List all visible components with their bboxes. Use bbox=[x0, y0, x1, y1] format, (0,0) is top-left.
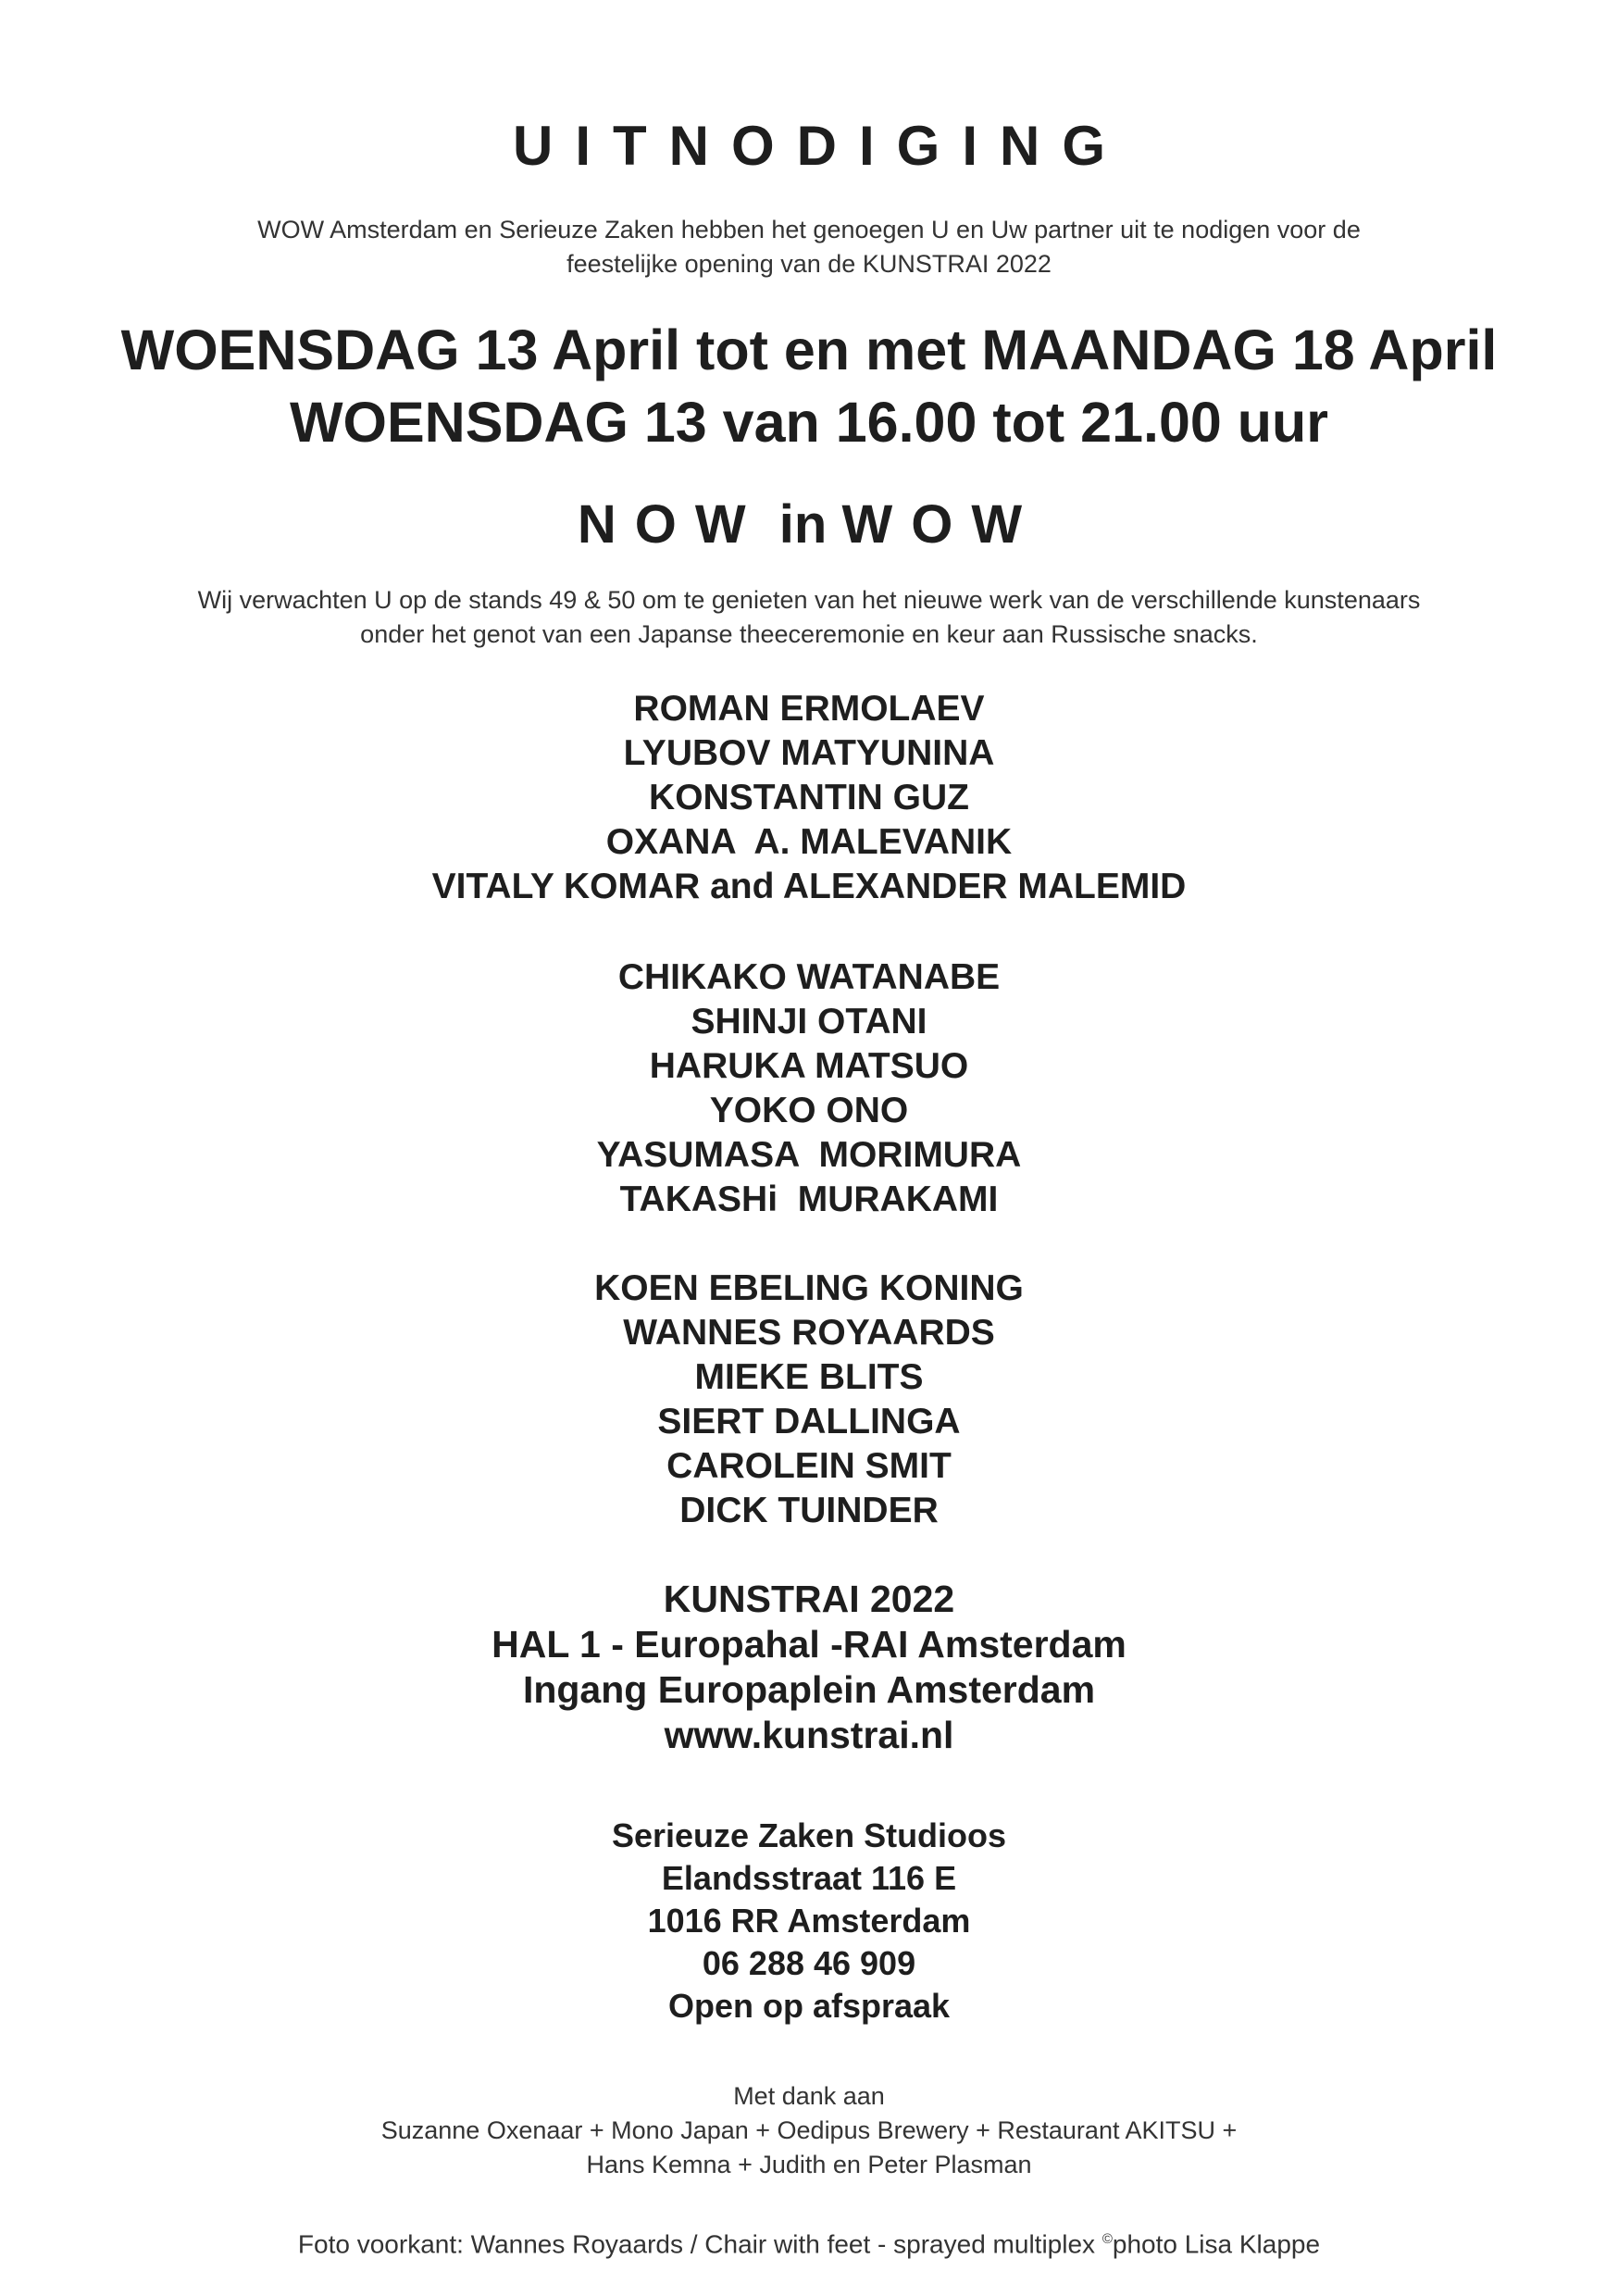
thanks-heading: Met dank aan bbox=[733, 2082, 885, 2110]
intro-text bbox=[0, 213, 1618, 281]
thanks-line-1: Suzanne Oxenaar + Mono Japan + Oedipus Brewery + Restaurant AKITSU + bbox=[380, 2116, 1238, 2144]
artist-name: CHIKAKO WATANABE bbox=[617, 957, 1001, 997]
event-title-now: NOW bbox=[577, 494, 765, 555]
artist-name: KOEN EBELING KONING bbox=[594, 1268, 1024, 1308]
venue-entrance: Ingang Europaplein Amsterdam bbox=[522, 1668, 1096, 1711]
photo-credit bbox=[0, 2222, 1618, 2262]
artist-name: SIERT DALLINGA bbox=[657, 1402, 961, 1441]
artist-name: TAKASHi MURAKAMI bbox=[619, 1179, 999, 1219]
artist-name: OXANA A. MALEVANIK bbox=[605, 822, 1013, 862]
artist-name: YASUMASA MORIMURA bbox=[596, 1135, 1022, 1175]
studio-hours: Open op afspraak bbox=[667, 1987, 951, 2025]
invitation-line-2: onder het genot van een Japanse theeceremonie en keur aan Russische snacks. bbox=[360, 620, 1258, 648]
acknowledgements bbox=[0, 2079, 1618, 2182]
venue-fair-name: KUNSTRAI 2022 bbox=[663, 1578, 955, 1620]
venue-hall: HAL 1 - Europahal -RAI Amsterdam bbox=[492, 1623, 1126, 1666]
studio-city: 1016 RR Amsterdam bbox=[647, 1902, 971, 1940]
event-title-wow: WOW bbox=[841, 494, 1041, 555]
event-title bbox=[0, 491, 1618, 559]
artist-name: HARUKA MATSUO bbox=[649, 1046, 969, 1086]
opening-hours: WOENSDAG 13 van 16.00 tot 21.00 uur bbox=[289, 391, 1329, 454]
venue-info bbox=[0, 1577, 1618, 1758]
page-title: UITNODIGING bbox=[513, 115, 1127, 177]
invitation-line-1: Wij verwachten U op de stands 49 & 50 om te genieten van het nieuwe werk van de verschillende kunstenaars bbox=[197, 586, 1421, 614]
venue-website-link[interactable]: www.kunstrai.nl bbox=[664, 1714, 954, 1756]
photo-credit-photographer: photo Lisa Klappe bbox=[1112, 2229, 1321, 2259]
artist-name: KONSTANTIN GUZ bbox=[649, 778, 969, 817]
artist-name: LYUBOV MATYUNINA bbox=[623, 733, 995, 773]
artists-group-dutch bbox=[0, 1267, 1618, 1533]
studio-name: Serieuze Zaken Studioos bbox=[611, 1816, 1007, 1854]
event-title-in: in bbox=[778, 494, 828, 555]
studio-info bbox=[0, 1815, 1618, 2028]
artist-name: MIEKE BLITS bbox=[694, 1357, 924, 1397]
copyright-mark: © bbox=[1101, 2231, 1113, 2247]
artist-name: YOKO ONO bbox=[709, 1091, 909, 1130]
date-range: WOENSDAG 13 April tot en met MAANDAG 18 April bbox=[120, 318, 1498, 381]
studio-phone: 06 288 46 909 bbox=[702, 1944, 916, 1982]
artist-name: ROMAN ERMOLAEV bbox=[633, 689, 985, 729]
artists-group-russian bbox=[0, 687, 1618, 909]
artist-name: WANNES ROYAARDS bbox=[623, 1313, 995, 1353]
photo-credit-text: Foto voorkant: Wannes Royaards / Chair with feet - sprayed multiplex bbox=[297, 2229, 1096, 2259]
invitation-text bbox=[0, 583, 1618, 652]
intro-line-1: WOW Amsterdam en Serieuze Zaken hebben het genoegen U en Uw partner uit te nodigen voor de bbox=[257, 216, 1361, 243]
artist-name: DICK TUINDER bbox=[679, 1491, 939, 1530]
thanks-line-2: Hans Kemna + Judith en Peter Plasman bbox=[586, 2151, 1032, 2178]
artist-name: SHINJI OTANI bbox=[691, 1002, 927, 1042]
artists-group-japanese bbox=[0, 955, 1618, 1222]
artist-name: CAROLEIN SMIT bbox=[666, 1446, 952, 1486]
artist-name: VITALY KOMAR and ALEXANDER MALEMID bbox=[431, 867, 1187, 906]
intro-line-2: feestelijke opening van de KUNSTRAI 2022 bbox=[566, 250, 1052, 278]
studio-street: Elandsstraat 116 E bbox=[661, 1859, 957, 1897]
